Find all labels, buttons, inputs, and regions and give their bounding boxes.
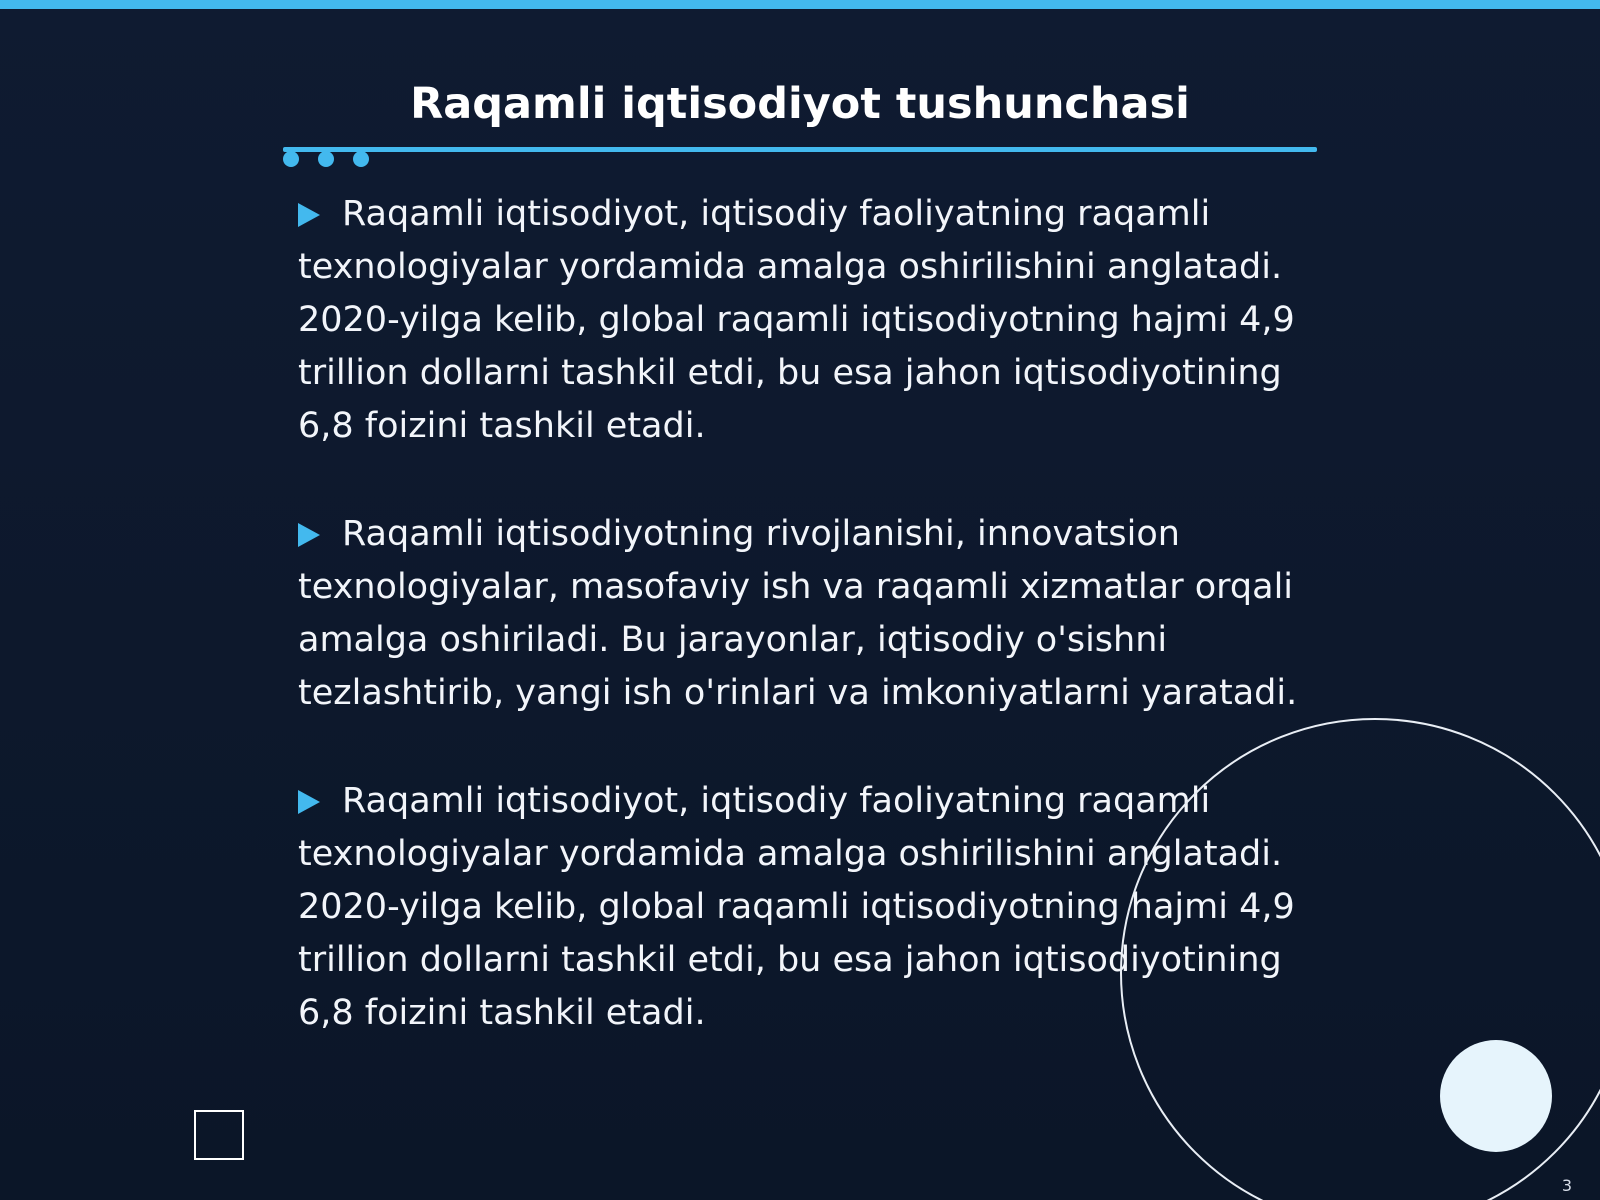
bullet-text: Raqamli iqtisodiyotning rivojlanishi, innovatsion texnologiyalar, masofaviy ish va raqamli xizmatlar orqali amalga oshiriladi. Bu jarayonlar, iqtisodiy o'sishni tezlashtirib, yangi ish o'rinlari va imkoniyatlarni yaratadi. [298,514,1298,713]
title-underline [283,147,1317,152]
slide-title: Raqamli iqtisodiyot tushunchasi [410,79,1190,129]
bullet-text: Raqamli iqtisodiyot, iqtisodiy faoliyatning raqamli texnologiyalar yordamida amalga oshirilishini anglatadi. 2020-yilga kelib, global raqamli iqtisodiyotning hajmi 4,9 trillion dollarni tashkil etdi, bu esa jahon iqtisodiyotining 6,8 foizini tashkil etadi. [298,781,1295,1033]
title-dot [353,151,369,167]
triangle-right-icon [298,523,320,547]
triangle-right-icon [298,203,320,227]
title-dot [318,151,334,167]
triangle-right-icon [298,790,320,814]
decorative-square-outline [194,1110,244,1160]
bullet-paragraph [298,508,1338,720]
page-number: 3 [1561,1176,1572,1195]
bullet-paragraph [298,188,1338,453]
decorative-circle-filled [1440,1040,1552,1152]
bullet-text: Raqamli iqtisodiyot, iqtisodiy faoliyatning raqamli texnologiyalar yordamida amalga oshirilishini anglatadi. 2020-yilga kelib, global raqamli iqtisodiyotning hajmi 4,9 trillion dollarni tashkil etdi, bu esa jahon iqtisodiyotining 6,8 foizini tashkil etadi. [298,194,1295,446]
title-dot [283,151,299,167]
top-accent-bar [0,0,1600,9]
